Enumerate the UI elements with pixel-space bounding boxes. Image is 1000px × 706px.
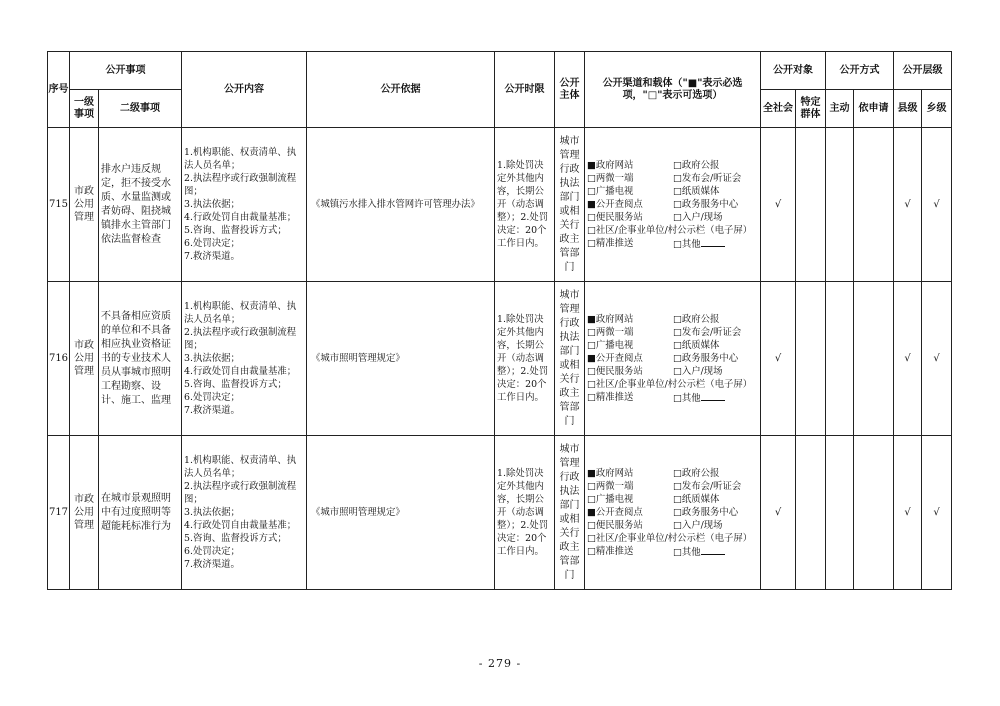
content-line: 5.咨询、监督投诉方式； xyxy=(184,225,287,236)
row-time-text: 1.除处罚决定外其他内容，长期公开（动态调整）；2.处罚决定：20个工作日内。 xyxy=(497,160,549,249)
channel-option-push: □精准推送 xyxy=(587,237,634,249)
row-basis-text: 《城镇污水排入排水管网许可管理办法》 xyxy=(311,199,480,210)
content-line: 1.机构职能、权责清单、执法人员名单； xyxy=(184,455,297,479)
row-level2-text: 排水户违反规定，拒不接受水质、水量监测或者妨碍、阻挠城镇排水主管部门依法监督检查 xyxy=(101,163,171,245)
row-target-specific xyxy=(796,128,826,282)
row-channels xyxy=(585,128,761,282)
disclosure-table xyxy=(47,51,952,590)
header-content xyxy=(182,52,307,128)
row-mode-active xyxy=(826,436,854,590)
content-line: 4.行政处罚自由裁量基准； xyxy=(184,366,297,377)
content-line: 2.执法程序或行政强制流程图； xyxy=(184,481,297,505)
channel-option: □政务服务中心 xyxy=(673,506,739,518)
row-level1 xyxy=(70,436,99,590)
header-level-group xyxy=(894,52,952,90)
row-target-all xyxy=(761,436,796,590)
row-seq xyxy=(48,128,70,282)
row-basis-text: 《城市照明管理规定》 xyxy=(311,507,405,518)
row-time xyxy=(495,282,555,436)
header-mode-group-label: 公开方式 xyxy=(839,64,880,76)
header-target-specific xyxy=(796,90,826,128)
header-mode-active xyxy=(826,90,854,128)
channel-option: ■公开查阅点 xyxy=(587,506,643,518)
row-seq xyxy=(48,282,70,436)
header-basis-label: 公开依据 xyxy=(380,83,421,95)
header-level-town xyxy=(922,90,952,128)
channel-option: ■政府网站 xyxy=(587,159,634,171)
content-line: 2.执法程序或行政强制流程图； xyxy=(184,327,297,351)
channel-option-push: □精准推送 xyxy=(587,391,634,403)
channel-option: ■公开查阅点 xyxy=(587,352,643,364)
channel-option-community: □社区/企事业单位/村公示栏（电子屏） xyxy=(587,378,753,390)
row-mode-active xyxy=(826,282,854,436)
channel-option: ■政府网站 xyxy=(587,467,634,479)
row-basis xyxy=(307,282,495,436)
check-mark: √ xyxy=(904,353,911,364)
header-level1-label: 一级事项 xyxy=(74,96,94,120)
row-content xyxy=(182,282,307,436)
channel-option-other: □其他 xyxy=(673,392,701,404)
channel-option: □发布会/听证会 xyxy=(673,172,742,184)
check-mark: √ xyxy=(933,353,940,364)
channel-option: □政府公报 xyxy=(673,159,720,171)
row-content xyxy=(182,436,307,590)
row-level2 xyxy=(99,282,182,436)
header-mode-group xyxy=(826,52,894,90)
row-seq-text: 716 xyxy=(48,353,69,364)
header-level-group-label: 公开层级 xyxy=(902,64,943,76)
row-subject-text: 城市管理行政执法部门或相关行政主管部门 xyxy=(559,135,580,273)
row-level-county xyxy=(894,282,922,436)
header-items-group-label: 公开事项 xyxy=(105,64,146,76)
content-line: 7.救济渠道。 xyxy=(184,559,240,570)
row-level1-text: 市政公用管理 xyxy=(74,494,94,531)
header-channels-label: 公开渠道和载体（"■"表示必选项，"□"表示可选项） xyxy=(602,77,743,101)
row-level-town xyxy=(922,282,952,436)
check-mark: √ xyxy=(933,507,940,518)
header-target-specific-label: 特定群体 xyxy=(800,96,821,120)
row-level-county xyxy=(894,436,922,590)
header-channels xyxy=(585,52,761,128)
check-mark: √ xyxy=(904,507,911,518)
row-level2 xyxy=(99,436,182,590)
row-level1 xyxy=(70,282,99,436)
row-subject xyxy=(555,128,585,282)
channel-option: □政府公报 xyxy=(673,467,720,479)
header-items-group xyxy=(70,52,182,90)
row-level-town xyxy=(922,436,952,590)
row-target-specific xyxy=(796,282,826,436)
header-mode-active-label: 主动 xyxy=(829,102,850,114)
channel-option: □纸质媒体 xyxy=(673,339,720,351)
row-content xyxy=(182,128,307,282)
header-mode-request-label: 依申请 xyxy=(858,102,889,114)
row-seq-text: 715 xyxy=(48,199,69,210)
row-target-all xyxy=(761,282,796,436)
row-basis xyxy=(307,436,495,590)
content-line: 2.执法程序或行政强制流程图； xyxy=(184,173,297,197)
header-subject-label: 公开主体 xyxy=(559,77,580,101)
channel-option: □政务服务中心 xyxy=(673,352,739,364)
check-mark: √ xyxy=(774,199,782,210)
check-mark: √ xyxy=(904,199,911,210)
header-mode-request xyxy=(854,90,894,128)
row-target-specific xyxy=(796,436,826,590)
row-subject xyxy=(555,436,585,590)
content-line: 7.救济渠道。 xyxy=(184,405,240,416)
header-time xyxy=(495,52,555,128)
channel-option: □政务服务中心 xyxy=(673,198,739,210)
row-level1-text: 市政公用管理 xyxy=(74,186,94,223)
channel-option: ■公开查阅点 xyxy=(587,198,643,210)
header-basis xyxy=(307,52,495,128)
content-line: 3.执法依据； xyxy=(184,199,240,210)
row-subject xyxy=(555,282,585,436)
header-level2 xyxy=(99,90,182,128)
row-subject-text: 城市管理行政执法部门或相关行政主管部门 xyxy=(559,443,580,581)
fill-blank xyxy=(701,545,725,555)
content-line: 3.执法依据； xyxy=(184,353,240,364)
channel-option: □纸质媒体 xyxy=(673,493,720,505)
channel-option-push: □精准推送 xyxy=(587,545,634,557)
content-line: 7.救济渠道。 xyxy=(184,251,240,262)
row-basis-text: 《城市照明管理规定》 xyxy=(311,353,405,364)
header-target-all xyxy=(761,90,796,128)
row-level1 xyxy=(70,128,99,282)
row-seq-text: 717 xyxy=(48,507,69,518)
fill-blank xyxy=(701,391,725,401)
row-time xyxy=(495,128,555,282)
channel-option: □两微一端 xyxy=(587,480,634,492)
row-mode-request xyxy=(854,128,894,282)
header-target-group xyxy=(761,52,826,90)
content-line: 1.机构职能、权责清单、执法人员名单； xyxy=(184,301,297,325)
channel-option: □便民服务站 xyxy=(587,365,643,377)
header-seq xyxy=(48,52,70,128)
header-level-county xyxy=(894,90,922,128)
channel-option: □便民服务站 xyxy=(587,211,643,223)
channel-option: □发布会/听证会 xyxy=(673,480,742,492)
content-line: 3.执法依据； xyxy=(184,507,240,518)
check-mark: √ xyxy=(933,199,940,210)
channel-option: □入户/现场 xyxy=(673,211,723,223)
header-level-town-label: 乡级 xyxy=(926,102,947,114)
content-line: 5.咨询、监督投诉方式； xyxy=(184,533,287,544)
content-line: 4.行政处罚自由裁量基准； xyxy=(184,212,297,223)
check-mark: √ xyxy=(774,353,782,364)
channel-option: □广播电视 xyxy=(587,339,634,351)
channel-option-community: □社区/企事业单位/村公示栏（电子屏） xyxy=(587,224,753,236)
channel-option-community: □社区/企事业单位/村公示栏（电子屏） xyxy=(587,532,753,544)
header-level-county-label: 县级 xyxy=(897,102,918,114)
content-line: 4.行政处罚自由裁量基准； xyxy=(184,520,297,531)
content-line: 5.咨询、监督投诉方式； xyxy=(184,379,287,390)
row-level2-text: 在城市景观照明中有过度照明等超能耗标准行为 xyxy=(101,492,171,532)
header-content-label: 公开内容 xyxy=(224,83,264,95)
row-mode-request xyxy=(854,282,894,436)
channel-option: □两微一端 xyxy=(587,326,634,338)
row-level2 xyxy=(99,128,182,282)
row-level2-text: 不具备相应资质的单位和不具备相应执业资格证书的专业技术人员从事城市照明工程勘察、设计、施工、监理 xyxy=(101,310,171,406)
content-line: 6.处罚决定； xyxy=(184,546,240,557)
header-time-label: 公开时限 xyxy=(504,83,545,95)
table-row xyxy=(48,436,952,590)
channel-option: □发布会/听证会 xyxy=(673,326,742,338)
channel-option: ■政府网站 xyxy=(587,313,634,325)
channel-option: □广播电视 xyxy=(587,185,634,197)
header-target-group-label: 公开对象 xyxy=(773,64,813,76)
row-subject-text: 城市管理行政执法部门或相关行政主管部门 xyxy=(559,289,580,427)
page-number: - 279 - xyxy=(478,657,522,670)
check-mark: √ xyxy=(774,507,782,518)
row-level-town xyxy=(922,128,952,282)
content-line: 1.机构职能、权责清单、执法人员名单； xyxy=(184,147,297,171)
row-basis xyxy=(307,128,495,282)
row-level1-text: 市政公用管理 xyxy=(74,340,94,377)
channel-option: □入户/现场 xyxy=(673,519,723,531)
channel-option: □入户/现场 xyxy=(673,365,723,377)
header-level2-label: 二级事项 xyxy=(120,102,160,114)
row-time xyxy=(495,436,555,590)
channel-option: □两微一端 xyxy=(587,172,634,184)
channel-option: □政府公报 xyxy=(673,313,720,325)
table-row xyxy=(48,282,952,436)
row-level-county xyxy=(894,128,922,282)
channel-option: □便民服务站 xyxy=(587,519,643,531)
channel-option-other: □其他 xyxy=(673,546,701,558)
content-line: 6.处罚决定； xyxy=(184,238,240,249)
row-channels xyxy=(585,436,761,590)
header-subject xyxy=(555,52,585,128)
row-time-text: 1.除处罚决定外其他内容，长期公开（动态调整）；2.处罚决定：20个工作日内。 xyxy=(497,314,549,403)
row-mode-request xyxy=(854,436,894,590)
row-time-text: 1.除处罚决定外其他内容，长期公开（动态调整）；2.处罚决定：20个工作日内。 xyxy=(497,468,549,557)
content-line: 6.处罚决定； xyxy=(184,392,240,403)
header-seq-label: 序号 xyxy=(48,83,69,95)
row-seq xyxy=(48,436,70,590)
table-row xyxy=(48,128,952,282)
fill-blank xyxy=(701,237,725,247)
header-target-all-label: 全社会 xyxy=(763,102,793,114)
channel-option: □纸质媒体 xyxy=(673,185,720,197)
channel-option-other: □其他 xyxy=(673,238,701,250)
row-channels xyxy=(585,282,761,436)
row-mode-active xyxy=(826,128,854,282)
row-target-all xyxy=(761,128,796,282)
header-level1 xyxy=(70,90,99,128)
channel-option: □广播电视 xyxy=(587,493,634,505)
